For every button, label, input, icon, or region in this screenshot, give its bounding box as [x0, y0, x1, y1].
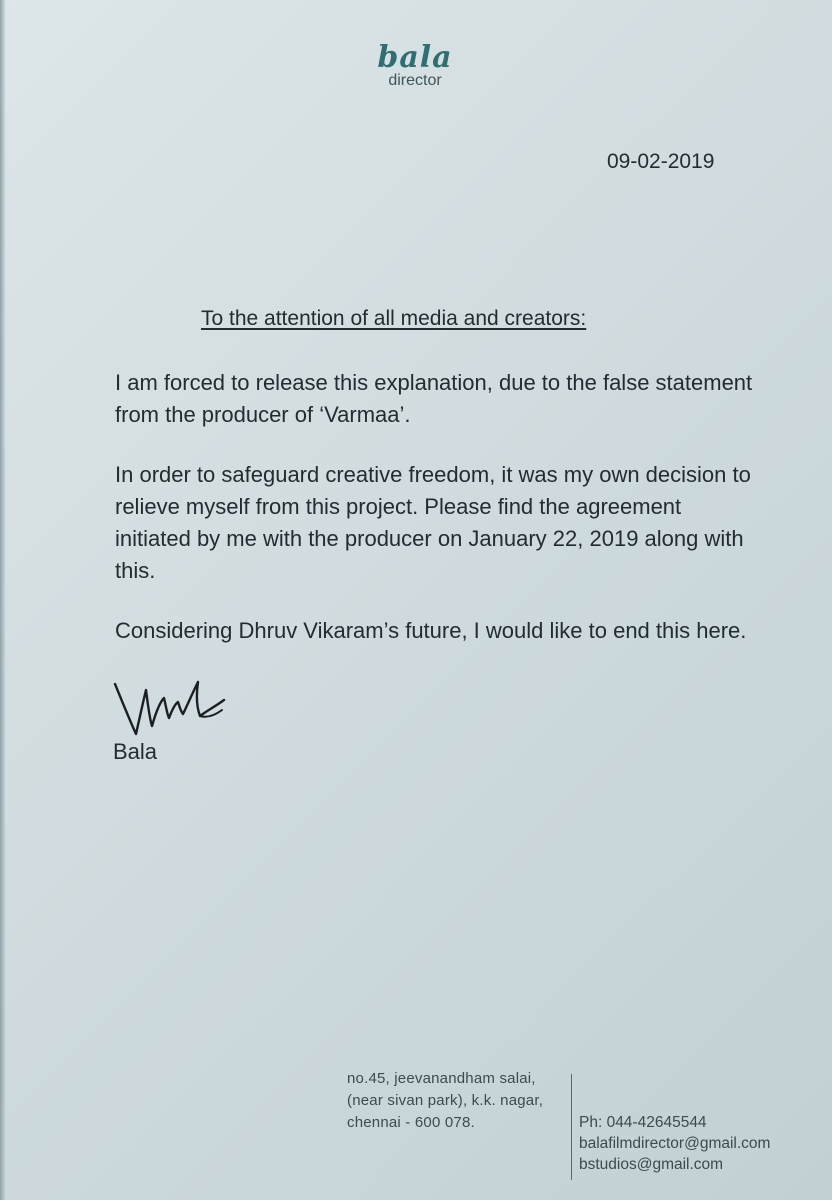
letterhead-logo: bala	[377, 40, 453, 75]
footer-divider	[571, 1074, 572, 1180]
paragraph-1: I am forced to release this explanation, due to the false statement from the producer of ‘Varmaa’.	[115, 370, 753, 427]
paragraph-2: In order to safeguard creative freedom, it was my own decision to relieve myself from this project. Please find the agreement initiated by me with the producer on January 22, 2019 along with this.	[115, 462, 751, 583]
contact-phone: Ph: 044-42645544	[579, 1114, 707, 1131]
paragraph-3: Considering Dhruv Vikaram’s future, I would like to end this here.	[115, 618, 747, 643]
handwritten-signature	[112, 676, 242, 746]
footer-contact	[579, 1112, 770, 1175]
contact-email-1: balafilmdirector@gmail.com	[579, 1135, 771, 1152]
page-edge-shadow	[0, 0, 6, 1200]
address-line-1: no.45, jeevanandham salai,	[347, 1070, 536, 1087]
footer-address	[347, 1068, 543, 1134]
letterhead-role: director	[388, 72, 442, 89]
letterhead	[360, 42, 470, 90]
contact-email-2: bstudios@gmail.com	[579, 1156, 724, 1173]
letter-date: 09-02-2019	[607, 150, 715, 173]
signer-name: Bala	[113, 739, 158, 764]
letter-footer	[347, 1068, 817, 1188]
letter-heading: To the attention of all media and creators:	[201, 307, 587, 330]
address-line-2: (near sivan park), k.k. nagar,	[347, 1092, 544, 1109]
address-line-3: chennai - 600 078.	[347, 1114, 475, 1131]
